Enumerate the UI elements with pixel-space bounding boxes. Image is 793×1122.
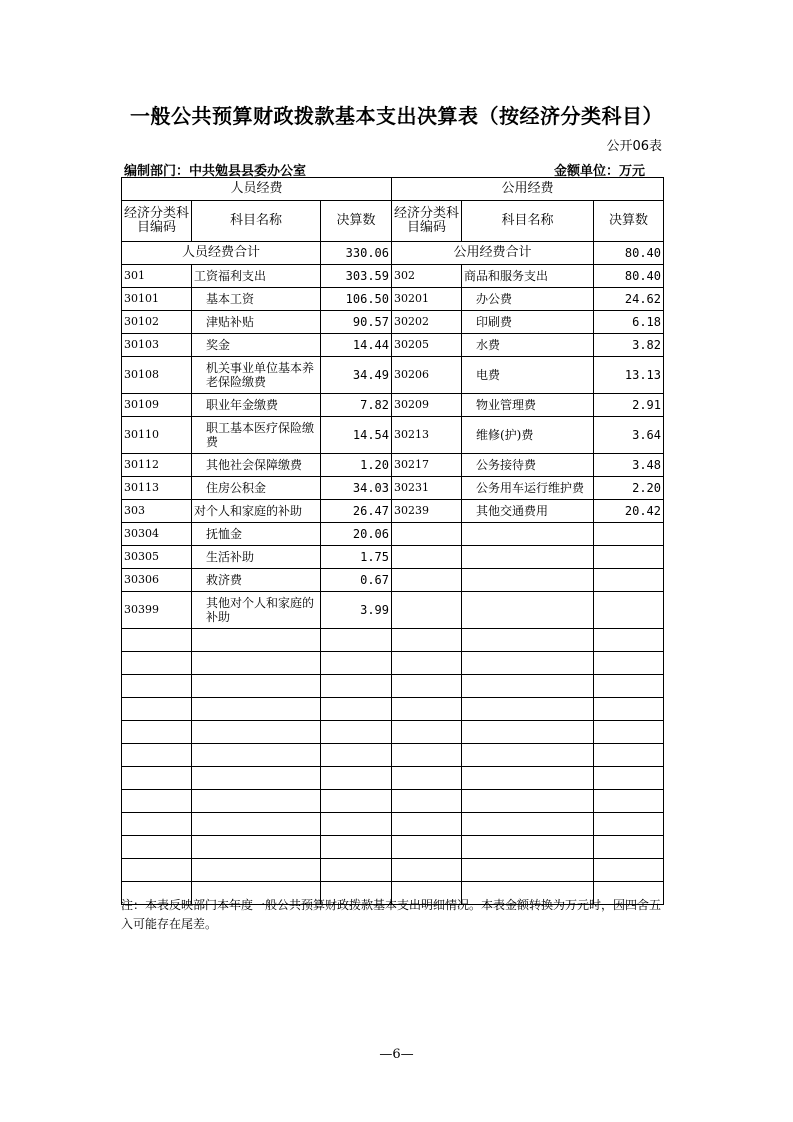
- personnel-name-cell: 津贴补贴: [192, 311, 321, 334]
- empty-row: [122, 652, 664, 675]
- personnel-code-cell: 30102: [122, 311, 192, 334]
- form-number: 公开06表: [606, 139, 662, 154]
- empty-cell: [392, 767, 462, 790]
- empty-cell: [594, 767, 664, 790]
- empty-cell: [462, 744, 594, 767]
- public-name-cell: 其他交通费用: [462, 500, 594, 523]
- expenditure-table: [121, 177, 664, 905]
- public-name-cell: 维修(护)费: [462, 417, 594, 454]
- public-name-cell: 水费: [462, 334, 594, 357]
- name-column-header: 科目名称: [192, 201, 321, 242]
- public-code-cell: 30209: [392, 394, 462, 417]
- empty-cell: [321, 698, 392, 721]
- empty-cell: [392, 675, 462, 698]
- empty-row: [122, 813, 664, 836]
- public-code-cell: 30201: [392, 288, 462, 311]
- empty-cell: [192, 698, 321, 721]
- empty-row: [122, 790, 664, 813]
- empty-cell: [192, 652, 321, 675]
- public-code-cell: [392, 546, 462, 569]
- public-name-cell: 印刷费: [462, 311, 594, 334]
- public-name-cell: 商品和服务支出: [462, 265, 594, 288]
- personnel-code-cell: 30112: [122, 454, 192, 477]
- empty-cell: [594, 652, 664, 675]
- empty-cell: [462, 698, 594, 721]
- public-name-cell: 物业管理费: [462, 394, 594, 417]
- table-row: [122, 523, 664, 546]
- public-name-cell: [462, 546, 594, 569]
- page-number: —6—: [379, 1047, 414, 1062]
- personnel-name-cell: 生活补助: [192, 546, 321, 569]
- page-title: 一般公共预算财政拨款基本支出决算表（按经济分类科目）: [130, 104, 663, 128]
- public-total-label: 公用经费合计: [392, 242, 594, 265]
- empty-cell: [594, 859, 664, 882]
- empty-cell: [462, 836, 594, 859]
- public-amount-cell: 80.40: [594, 265, 664, 288]
- empty-cell: [122, 767, 192, 790]
- empty-cell: [392, 790, 462, 813]
- personnel-amount-cell: 26.47: [321, 500, 392, 523]
- empty-cell: [122, 744, 192, 767]
- empty-cell: [321, 675, 392, 698]
- personnel-code-cell: 30304: [122, 523, 192, 546]
- public-code-cell: [392, 523, 462, 546]
- column-header-row: [122, 201, 664, 242]
- empty-cell: [392, 744, 462, 767]
- personnel-code-cell: 30306: [122, 569, 192, 592]
- personnel-name-cell: 职业年金缴费: [192, 394, 321, 417]
- empty-cell: [462, 721, 594, 744]
- empty-cell: [192, 744, 321, 767]
- public-code-cell: 30231: [392, 477, 462, 500]
- empty-cell: [122, 836, 192, 859]
- public-amount-cell: 20.42: [594, 500, 664, 523]
- empty-cell: [462, 813, 594, 836]
- empty-row: [122, 836, 664, 859]
- personnel-name-cell: 对个人和家庭的补助: [192, 500, 321, 523]
- empty-cell: [321, 721, 392, 744]
- table-row: [122, 477, 664, 500]
- personnel-amount-cell: 0.67: [321, 569, 392, 592]
- table-row: [122, 454, 664, 477]
- empty-cell: [462, 652, 594, 675]
- empty-cell: [122, 675, 192, 698]
- footnote: 注：本表反映部门本年度一般公共预算财政拨款基本支出明细情况。本表金额转换为万元时，因四舍五入可能存在尾差。: [121, 898, 662, 931]
- empty-cell: [392, 629, 462, 652]
- personnel-name-cell: 住房公积金: [192, 477, 321, 500]
- public-code-cell: 30206: [392, 357, 462, 394]
- personnel-code-cell: 30110: [122, 417, 192, 454]
- empty-cell: [192, 790, 321, 813]
- department-label: 编制部门：中共勉县县委办公室: [124, 164, 307, 179]
- personnel-name-cell: 其他社会保障缴费: [192, 454, 321, 477]
- empty-cell: [321, 813, 392, 836]
- table-row: [122, 288, 664, 311]
- empty-cell: [462, 790, 594, 813]
- table-row: [122, 592, 664, 629]
- public-amount-cell: 2.20: [594, 477, 664, 500]
- empty-row: [122, 721, 664, 744]
- public-amount-cell: [594, 592, 664, 629]
- public-amount-cell: 6.18: [594, 311, 664, 334]
- personnel-amount-cell: 14.44: [321, 334, 392, 357]
- personnel-amount-cell: 1.75: [321, 546, 392, 569]
- empty-cell: [392, 859, 462, 882]
- empty-cell: [192, 836, 321, 859]
- public-name-cell: [462, 592, 594, 629]
- empty-cell: [392, 698, 462, 721]
- empty-cell: [321, 836, 392, 859]
- empty-cell: [594, 629, 664, 652]
- totals-row: [122, 242, 664, 265]
- public-name-cell: 公务接待费: [462, 454, 594, 477]
- empty-cell: [594, 790, 664, 813]
- public-amount-cell: 3.48: [594, 454, 664, 477]
- code-column-header: 经济分类科目编码: [122, 201, 192, 242]
- empty-cell: [192, 629, 321, 652]
- public-amount-cell: [594, 546, 664, 569]
- table-row: [122, 546, 664, 569]
- public-code-cell: 30213: [392, 417, 462, 454]
- empty-cell: [192, 675, 321, 698]
- personnel-amount-cell: 34.03: [321, 477, 392, 500]
- public-name-cell: 电费: [462, 357, 594, 394]
- empty-cell: [594, 675, 664, 698]
- personnel-amount-cell: 7.82: [321, 394, 392, 417]
- section-header-row: [122, 178, 664, 201]
- public-name-cell: 公务用车运行维护费: [462, 477, 594, 500]
- public-code-cell: [392, 592, 462, 629]
- personnel-code-cell: 30399: [122, 592, 192, 629]
- empty-cell: [192, 859, 321, 882]
- table-row: [122, 265, 664, 288]
- public-amount-cell: 2.91: [594, 394, 664, 417]
- empty-cell: [594, 836, 664, 859]
- empty-cell: [321, 652, 392, 675]
- personnel-name-cell: 奖金: [192, 334, 321, 357]
- table-row: [122, 334, 664, 357]
- public-name-cell: 办公费: [462, 288, 594, 311]
- public-amount-cell: 24.62: [594, 288, 664, 311]
- table-row: [122, 394, 664, 417]
- personnel-amount-cell: 303.59: [321, 265, 392, 288]
- public-code-cell: 30239: [392, 500, 462, 523]
- unit-label: 金额单位：万元: [553, 164, 645, 179]
- table-row: [122, 311, 664, 334]
- empty-row: [122, 859, 664, 882]
- empty-cell: [122, 652, 192, 675]
- personnel-amount-cell: 20.06: [321, 523, 392, 546]
- public-amount-cell: 3.64: [594, 417, 664, 454]
- empty-cell: [122, 721, 192, 744]
- public-section-header: 公用经费: [392, 178, 664, 201]
- public-amount-cell: [594, 569, 664, 592]
- table-row: [122, 417, 664, 454]
- public-code-cell: 30217: [392, 454, 462, 477]
- personnel-name-cell: 救济费: [192, 569, 321, 592]
- public-code-cell: 302: [392, 265, 462, 288]
- personnel-code-cell: 30113: [122, 477, 192, 500]
- empty-cell: [392, 652, 462, 675]
- table-row: [122, 569, 664, 592]
- empty-row: [122, 675, 664, 698]
- empty-cell: [321, 744, 392, 767]
- empty-cell: [122, 859, 192, 882]
- public-name-cell: [462, 523, 594, 546]
- empty-cell: [122, 813, 192, 836]
- empty-cell: [122, 790, 192, 813]
- empty-cell: [594, 698, 664, 721]
- empty-row: [122, 767, 664, 790]
- empty-cell: [192, 813, 321, 836]
- empty-cell: [462, 629, 594, 652]
- personnel-code-cell: 30103: [122, 334, 192, 357]
- public-name-cell: [462, 569, 594, 592]
- empty-cell: [321, 629, 392, 652]
- personnel-amount-cell: 1.20: [321, 454, 392, 477]
- personnel-total-label: 人员经费合计: [122, 242, 321, 265]
- personnel-name-cell: 机关事业单位基本养老保险缴费: [192, 357, 321, 394]
- empty-cell: [462, 767, 594, 790]
- personnel-name-cell: 抚恤金: [192, 523, 321, 546]
- empty-cell: [192, 721, 321, 744]
- personnel-amount-cell: 3.99: [321, 592, 392, 629]
- empty-cell: [392, 721, 462, 744]
- code-column-header: 经济分类科目编码: [392, 201, 462, 242]
- amount-column-header: 决算数: [594, 201, 664, 242]
- empty-row: [122, 744, 664, 767]
- name-column-header: 科目名称: [462, 201, 594, 242]
- personnel-name-cell: 职工基本医疗保险缴费: [192, 417, 321, 454]
- table-row: [122, 500, 664, 523]
- personnel-code-cell: 30109: [122, 394, 192, 417]
- empty-cell: [594, 721, 664, 744]
- empty-cell: [192, 767, 321, 790]
- empty-cell: [122, 698, 192, 721]
- public-code-cell: 30205: [392, 334, 462, 357]
- personnel-name-cell: 其他对个人和家庭的补助: [192, 592, 321, 629]
- table-row: [122, 357, 664, 394]
- empty-cell: [122, 629, 192, 652]
- empty-cell: [462, 675, 594, 698]
- personnel-code-cell: 301: [122, 265, 192, 288]
- personnel-section-header: 人员经费: [122, 178, 392, 201]
- empty-cell: [392, 813, 462, 836]
- amount-column-header: 决算数: [321, 201, 392, 242]
- public-total-value: 80.40: [594, 242, 664, 265]
- personnel-amount-cell: 14.54: [321, 417, 392, 454]
- public-amount-cell: 13.13: [594, 357, 664, 394]
- personnel-code-cell: 303: [122, 500, 192, 523]
- personnel-amount-cell: 90.57: [321, 311, 392, 334]
- personnel-code-cell: 30101: [122, 288, 192, 311]
- empty-cell: [392, 836, 462, 859]
- empty-row: [122, 629, 664, 652]
- personnel-amount-cell: 34.49: [321, 357, 392, 394]
- public-amount-cell: 3.82: [594, 334, 664, 357]
- empty-cell: [594, 813, 664, 836]
- personnel-name-cell: 工资福利支出: [192, 265, 321, 288]
- personnel-code-cell: 30108: [122, 357, 192, 394]
- empty-row: [122, 698, 664, 721]
- public-code-cell: [392, 569, 462, 592]
- personnel-name-cell: 基本工资: [192, 288, 321, 311]
- empty-cell: [321, 767, 392, 790]
- empty-cell: [321, 790, 392, 813]
- public-code-cell: 30202: [392, 311, 462, 334]
- personnel-amount-cell: 106.50: [321, 288, 392, 311]
- empty-cell: [321, 859, 392, 882]
- personnel-code-cell: 30305: [122, 546, 192, 569]
- empty-cell: [594, 744, 664, 767]
- public-amount-cell: [594, 523, 664, 546]
- empty-cell: [462, 859, 594, 882]
- personnel-total-value: 330.06: [321, 242, 392, 265]
